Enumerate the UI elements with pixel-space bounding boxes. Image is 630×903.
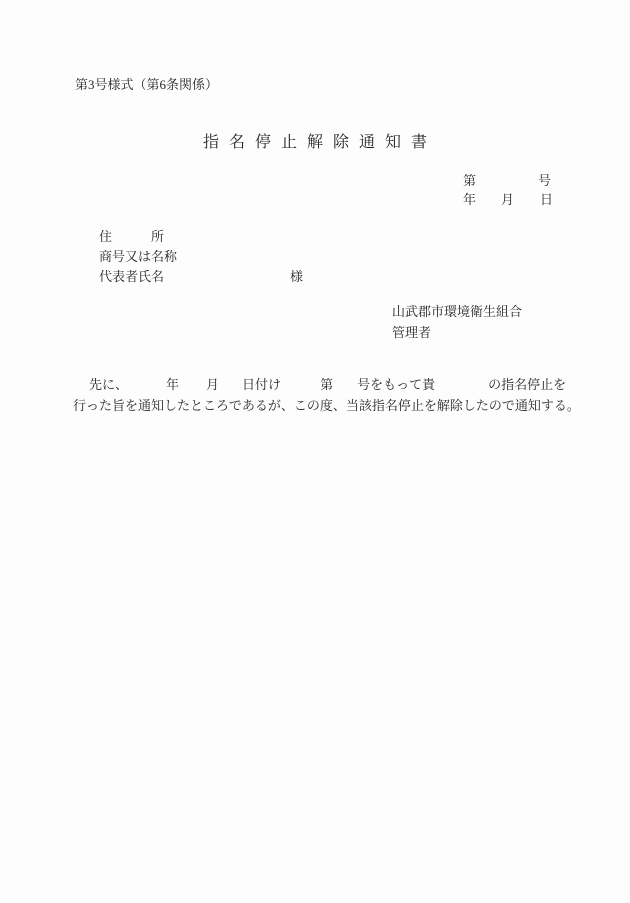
- date-year-label: 年: [463, 192, 477, 207]
- body-date-suffix: 日付け: [242, 377, 282, 392]
- recipient-representative-row: [99, 269, 303, 285]
- body-day-blank: [219, 388, 242, 389]
- date-month-label: 月: [501, 192, 515, 207]
- sender-manager-title: 管理者: [392, 325, 432, 340]
- body-year-label: 年: [166, 377, 180, 392]
- representative-label: 代表者氏名: [99, 269, 165, 284]
- recipient-address-row: [99, 229, 164, 245]
- date-month-blank: [514, 203, 540, 204]
- body-company-blank: [435, 388, 488, 389]
- body-no-prefix: 第: [320, 377, 334, 392]
- address-label-right: 所: [151, 229, 165, 244]
- doc-number-prefix: 第: [463, 173, 477, 188]
- body-month-label: 月: [206, 377, 220, 392]
- body-seg-middle: 号をもって貴: [357, 377, 436, 392]
- address-label-left: 住: [99, 229, 113, 244]
- address-label-gap: [112, 240, 151, 241]
- body-line-2: 行った旨を通知したところであるが、この度、当該指名停止を解除したので通知する。: [73, 398, 580, 413]
- body-line-1: [89, 377, 566, 393]
- body-month-blank: [179, 388, 206, 389]
- sender-organization: 山武郡市環境衛生組合: [392, 304, 523, 319]
- body-no-blank: [333, 388, 357, 389]
- date-line: [463, 192, 553, 208]
- body-seg-intro: 先に、: [89, 377, 129, 392]
- representative-name-blank: [164, 280, 290, 281]
- doc-number-blank: [476, 184, 538, 185]
- body-doc-number-blank: [281, 388, 320, 389]
- doc-number-suffix: 号: [538, 173, 552, 188]
- recipient-company-row: 商号又は名称: [99, 249, 178, 264]
- body-year-blank: [128, 388, 166, 389]
- page-title: 指名停止解除通知書: [202, 134, 437, 151]
- honorific-label: 様: [290, 269, 304, 284]
- body-seg-end: の指名停止を: [488, 377, 567, 392]
- date-year-blank: [476, 203, 501, 204]
- date-day-label: 日: [540, 192, 554, 207]
- form-number: 第3号様式（第6条関係）: [75, 77, 219, 92]
- doc-number-line: [463, 173, 551, 189]
